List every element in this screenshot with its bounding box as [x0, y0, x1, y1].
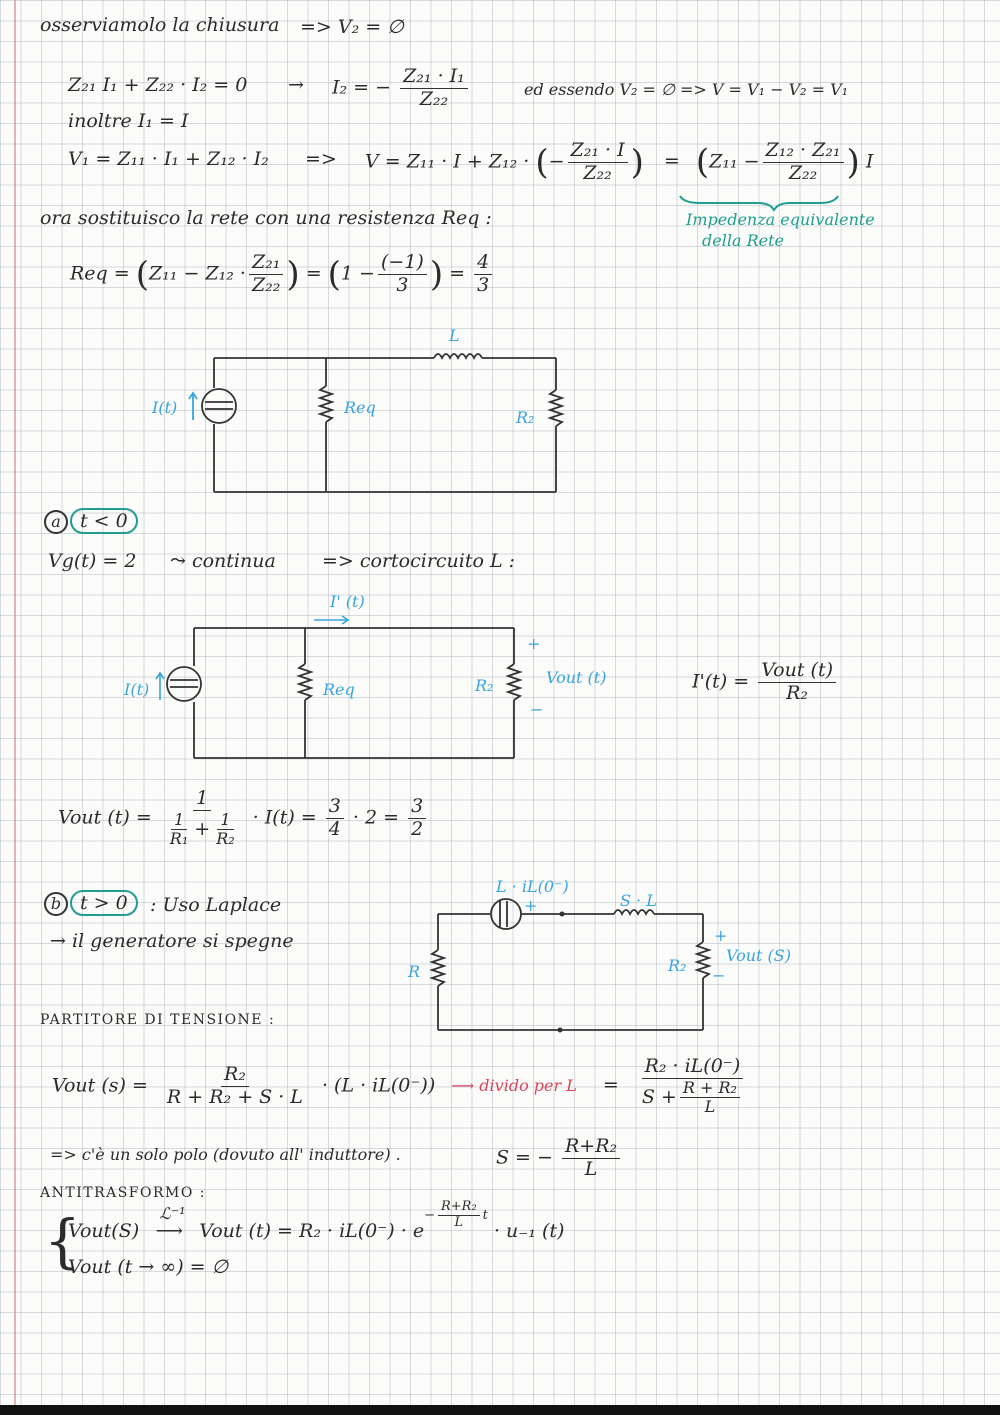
eq-vout-t-num: 1 — [193, 788, 211, 811]
c2-vout: Vout (t) — [546, 668, 607, 687]
c2-label-r2: R₂ — [475, 676, 494, 695]
eq-pole-den: L — [584, 1157, 598, 1180]
frac-3-2-den: 2 — [411, 817, 424, 840]
eq-continua: ⤳ continua — [170, 550, 276, 572]
inverse-laplace-arrow: ℒ⁻¹ ⟶ — [155, 1203, 186, 1242]
paren-close: ) — [630, 142, 644, 183]
c3-label-sl: S · L — [620, 891, 657, 910]
frac-3-4-den: 4 — [328, 817, 341, 840]
c1-label-L: L — [449, 326, 460, 345]
req-result-num: 4 — [474, 252, 492, 275]
eq-vout-s-paren: · (L · iL(0⁻)) — [321, 1074, 436, 1097]
current-i: I — [865, 150, 874, 173]
arrow-2: => — [305, 148, 337, 170]
frac-1-r1-num: 1 — [171, 811, 187, 830]
c3-plus: + — [524, 896, 538, 915]
req-num: Z₂₁ — [249, 252, 283, 275]
z12z21-den: Z₂₂ — [788, 161, 818, 184]
eq-iprime-lhs: I'(t) = — [692, 670, 750, 693]
eq-vg: Vg(t) = 2 — [48, 550, 137, 572]
req-result-den: 3 — [477, 273, 490, 296]
exponent — [424, 1200, 488, 1231]
section-a-condition: t < 0 — [70, 508, 138, 534]
frac-1-r2 — [213, 811, 237, 849]
vout-t-expression: Vout (t) = R₂ · iL(0⁻) · e — [199, 1219, 425, 1242]
z11-minus: Z₁₁ − — [709, 150, 760, 173]
c3-label-r: R — [408, 962, 421, 981]
eq-vout-t-mul: · 2 = — [352, 806, 400, 829]
c3-plus-2: + — [714, 926, 728, 945]
eq-i2-num: Z₂₁ · I₁ — [400, 66, 468, 89]
eq-v-den: Z₂₂ — [583, 161, 612, 184]
eq-pole — [496, 1136, 623, 1181]
eq-iprime-den: R₂ — [786, 681, 809, 704]
exponent-t: t — [482, 1207, 488, 1223]
c2-minus: − — [530, 700, 544, 719]
section-a-letter: a — [44, 510, 68, 534]
arrow-1: → — [288, 74, 304, 96]
line-solo-polo: => c'è un solo polo (dovuto all' induttore) . — [50, 1145, 401, 1164]
eq-v1: V₁ = Z₁₁ · I₁ + Z₁₂ · I₂ — [68, 148, 269, 170]
frac-1-r2-den: R₂ — [216, 829, 235, 849]
z12z21-num: Z₁₂ · Z₂₁ — [763, 140, 844, 163]
paren-open-4: ( — [327, 254, 341, 295]
frac-3-2-num: 3 — [408, 796, 426, 819]
paren-open-3: ( — [135, 254, 149, 295]
req-num-2: (−1) — [378, 252, 427, 275]
eq-inoltre: inoltre I₁ = I — [68, 110, 189, 132]
paren-open: ( — [535, 142, 549, 183]
c2-label-current: I' (t) — [330, 592, 365, 611]
eq-vout-s-fraction — [164, 1064, 306, 1109]
req-den: Z₂₂ — [251, 273, 281, 296]
r-r2-num: R + R₂ — [680, 1079, 740, 1098]
line-antitrasformo: ANTITRASFORMO : — [40, 1185, 207, 1201]
minus-sign: − — [548, 150, 565, 173]
section-a-heading — [44, 508, 138, 534]
eq-cortocircuito: => cortocircuito L : — [322, 550, 516, 572]
note-divide-by-L: ⟶ divido per L — [451, 1076, 577, 1096]
eq-i2-den: Z₂₂ — [419, 87, 449, 110]
eq-pole-num: R+R₂ — [562, 1136, 620, 1159]
inverse-laplace-label: ℒ⁻¹ — [159, 1203, 186, 1223]
line-partitore: PARTITORE DI TENSIONE : — [40, 1012, 276, 1028]
eq-vout-t-rest: · I(t) = — [252, 806, 317, 829]
section-b-condition: t > 0 — [70, 890, 138, 916]
frac-1-r1-den: R₁ — [169, 829, 189, 849]
frac-1-r2-num: 1 — [217, 811, 233, 830]
exponent-den: L — [454, 1214, 464, 1230]
req-den-2: 3 — [396, 273, 409, 296]
equals-3: = — [449, 262, 466, 285]
annotation-impedance: Impedenza equivalente — [686, 210, 875, 229]
s-plus: S + — [641, 1085, 677, 1108]
c3-label-r2: R₂ — [668, 956, 687, 975]
line-uso-laplace: : Uso Laplace — [150, 894, 282, 916]
c3-label-src: L · iL(0⁻) — [496, 877, 569, 896]
eq-v-num: Z₂₁ · I — [568, 140, 628, 163]
eq-vout-s — [52, 1056, 749, 1117]
paren-close-4: ) — [429, 254, 444, 295]
c3-minus-2: − — [712, 966, 726, 985]
eq-essendo: ed essendo V₂ = ∅ => V = V₁ − V₂ = V₁ — [524, 80, 849, 99]
r-r2-over-l — [680, 1079, 740, 1117]
eq-vout-t-fraction — [161, 788, 244, 849]
frac-3-4-num: 3 — [326, 796, 344, 819]
equals-4: = — [602, 1074, 619, 1097]
eq-vout-s-lhs: Vout (s) = — [52, 1074, 148, 1097]
eq-z21-z22: Z₂₁ I₁ + Z₂₂ · I₂ = 0 — [68, 74, 248, 96]
paren-close-2: ) — [846, 142, 860, 183]
eq-i2-lhs: I₂ = − — [332, 76, 392, 99]
page-bottom-edge — [0, 1405, 1000, 1415]
exponent-minus: − — [424, 1207, 435, 1223]
section-b-letter: b — [44, 892, 68, 916]
c2-plus: + — [527, 634, 541, 653]
r-r2-den: L — [704, 1097, 716, 1117]
equals-2: = — [305, 262, 322, 285]
req-lhs: Req = — [70, 262, 130, 285]
line-generatore-spegne: → il generatore si spegne — [50, 930, 294, 952]
eq-pole-lhs: S = − — [496, 1146, 553, 1169]
annotation-network: della Rete — [702, 231, 784, 250]
eq-vout-s-num-2: R₂ · iL(0⁻) — [642, 1056, 744, 1079]
line-replace-network: ora sostituisco la rete con una resistenza Req : — [40, 207, 492, 229]
eq-vout-t-lhs: Vout (t) = — [58, 806, 152, 829]
eq-vout-t — [58, 788, 429, 849]
c1-label-source: I(t) — [152, 398, 178, 417]
exponent-num: R+R₂ — [438, 1200, 480, 1216]
vout-s-label: Vout(S) — [68, 1219, 140, 1242]
frac-3-4 — [326, 796, 344, 841]
req-one-minus: 1 − — [340, 262, 375, 285]
frac-1-r1 — [167, 811, 191, 849]
equals-sign: = — [663, 150, 680, 173]
paren-open-2: ( — [695, 142, 710, 183]
eq-vout-s-den-2 — [639, 1079, 746, 1117]
unit-step: · u₋₁ (t) — [493, 1219, 565, 1242]
line-observe-closure: osserviamolo la chiusura — [40, 14, 280, 36]
system-brace: { — [44, 1207, 81, 1275]
eq-vout-s-den: R + R₂ + S · L — [166, 1085, 303, 1108]
exponent-fraction — [438, 1200, 480, 1231]
eq-pole-fraction — [562, 1136, 620, 1181]
c1-label-req: Req — [344, 398, 376, 417]
eq-vout-s-num: R₂ — [221, 1064, 249, 1087]
c2-label-req: Req — [323, 680, 355, 699]
eq-inverse-laplace — [68, 1199, 565, 1249]
eq-iprime — [692, 660, 839, 705]
line-v2-zero: => V₂ = ∅ — [300, 16, 404, 38]
eq-vout-t-den: $\frac{1}{\text{R₁}}$ + $\frac{1}{\text{R₂}}$ — [161, 811, 244, 849]
c3-vout: Vout (S) — [726, 946, 791, 965]
c1-label-r2: R₂ — [516, 408, 535, 427]
eq-vout-s-fraction-2 — [639, 1056, 746, 1117]
eq-limit: Vout (t → ∞) = ∅ — [68, 1256, 229, 1278]
eq-v-lhs: V = Z₁₁ · I + Z₁₂ · — [365, 150, 530, 173]
c2-label-source: I(t) — [124, 680, 150, 699]
section-b-heading — [44, 890, 138, 916]
req-z-terms: Z₁₁ − Z₁₂ · — [148, 262, 246, 285]
frac-3-2 — [408, 796, 426, 841]
eq-iprime-fraction — [758, 660, 836, 705]
paren-close-3: ) — [286, 254, 300, 295]
eq-iprime-num: Vout (t) — [758, 660, 836, 683]
